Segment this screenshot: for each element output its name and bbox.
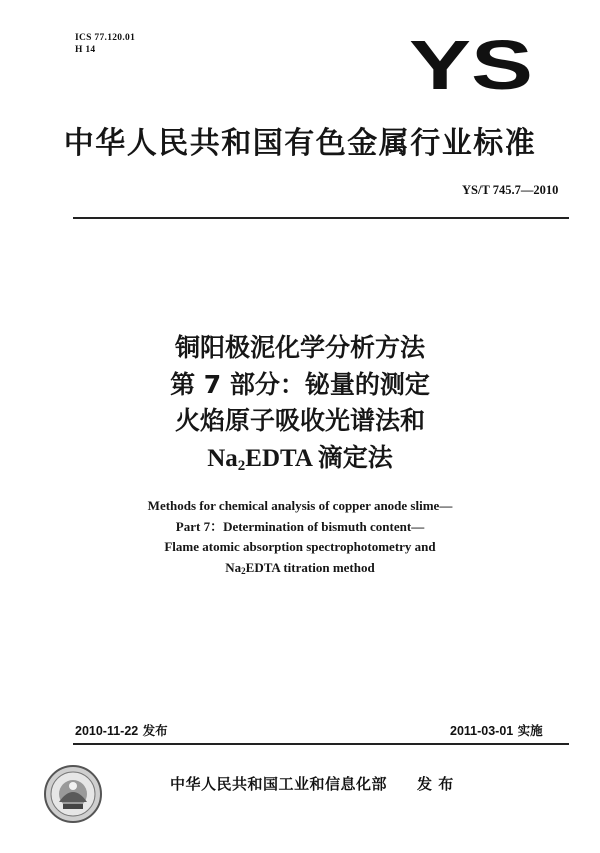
- english-title-line-4: [0, 558, 600, 582]
- english-title-line-1: Methods for chemical analysis of copper anode slime—: [147, 498, 453, 513]
- chinese-title: [0, 330, 600, 484]
- classification-codes: [75, 32, 135, 56]
- chinese-title-line-1: 铜阳极泥化学分析方法: [174, 333, 425, 362]
- ys-logo-text: YS: [409, 34, 533, 92]
- issue-date-block: [75, 721, 168, 739]
- standard-number: YS/T 745.7—2010: [462, 183, 559, 197]
- issue-date: 2010-11-22: [75, 724, 139, 738]
- ccs-code: H 14: [75, 45, 96, 55]
- english-title-line-2: Part 7：Determination of bismuth content—: [175, 518, 425, 534]
- english-title-line-4-rest: EDTA titration method: [245, 559, 375, 575]
- implementation-date: 2011-03-01: [450, 724, 514, 738]
- chinese-title-line-2: 第 7 部分：铋量的测定: [170, 369, 430, 399]
- english-title-formula-subscript: 2: [241, 565, 246, 576]
- english-title: [0, 496, 600, 581]
- standard-category-title: 中华人民共和国有色金属行业标准: [63, 126, 537, 161]
- issuer-action: 发 布: [417, 775, 454, 793]
- implementation-label: 实施: [517, 723, 543, 738]
- chinese-title-line-4-rest: EDTA 滴定法: [245, 444, 393, 472]
- english-title-line-3: Flame atomic absorption spectrophotometry and: [164, 539, 436, 554]
- chinese-title-formula: Na: [207, 444, 238, 472]
- implementation-date-block: [450, 721, 543, 739]
- issuer-name: 中华人民共和国工业和信息化部: [170, 775, 388, 793]
- issuing-authority: [170, 773, 454, 794]
- bottom-divider: [73, 743, 569, 745]
- seal-emblem-icon: [43, 764, 103, 824]
- top-divider: [73, 217, 569, 219]
- issue-label: 发布: [142, 723, 168, 738]
- english-title-formula: Na: [225, 559, 242, 575]
- chinese-title-formula-subscript: 2: [237, 457, 246, 474]
- ics-code: ICS 77.120.01: [75, 33, 136, 43]
- chinese-title-line-4: [0, 440, 600, 485]
- chinese-title-line-3: 火焰原子吸收光谱法和: [174, 406, 425, 435]
- ys-logo: [408, 34, 534, 92]
